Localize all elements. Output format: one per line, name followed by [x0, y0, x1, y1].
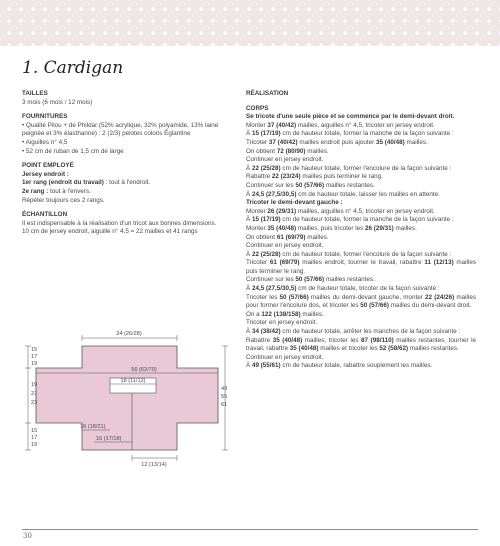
text: Tricoter: [246, 259, 270, 267]
label-top-width: 24 (26/28): [116, 331, 142, 337]
paragraph: [246, 191, 476, 200]
bold-text: 22 (25/28): [251, 250, 281, 258]
paragraph: [246, 216, 476, 225]
paragraph: [246, 285, 476, 294]
footer-rule: [22, 529, 478, 530]
text: mailles restantes.: [324, 181, 375, 189]
bold-text: 1er rang (endroit du travail): [22, 179, 104, 187]
text: Tricoter: [246, 138, 269, 146]
text: Monter: [246, 121, 268, 129]
paragraph: Tricoter en jersey endroit.: [246, 319, 318, 327]
paragraph: Continuer en jersey endroit.: [246, 242, 324, 250]
bold-text: 50 (57/66): [295, 276, 325, 284]
label-bottom: 12 (13/14): [141, 462, 167, 468]
label-left-bot-1: 15: [31, 428, 38, 434]
paragraph: [246, 130, 476, 139]
bold-text: 50 (57/66): [360, 302, 389, 310]
text: À: [246, 164, 252, 172]
text: cm de hauteur totale, former l'encolure de la façon suivante :: [280, 164, 452, 172]
label-left-top-1: 15: [31, 347, 38, 353]
paragraph: [246, 234, 476, 243]
text: tout à l'envers.: [48, 187, 91, 195]
bold-text: 11 (12/13): [424, 259, 454, 267]
paragraph: [246, 251, 476, 260]
garment-shape: [36, 346, 218, 450]
section-heading: TAILLES: [22, 90, 48, 97]
bold-text: 34 (38/42): [251, 328, 281, 336]
text: À: [246, 130, 252, 138]
text: Monter: [246, 207, 268, 215]
bold-text: 22 (23/24): [271, 173, 301, 181]
text: cm de hauteur totale, laisser les mailles en attente.: [296, 190, 440, 198]
bold-text: 50 (57/66): [279, 293, 309, 301]
bold-text: Se tricote d'une seule pièce et se commence par le demi-devant droit.: [246, 113, 455, 121]
paragraph: Répéter toujours ces 2 rangs.: [22, 196, 105, 204]
paragraph: 3 mois (6 mois / 12 mois): [22, 98, 93, 106]
text: Rabattre: [246, 336, 273, 344]
paragraph: Continuer en jersey endroit.: [246, 156, 324, 164]
section-heading: CORPS: [246, 104, 269, 112]
paragraph: [246, 148, 476, 157]
text: cm de hauteur totale, arrêter les manches de la façon suivante :: [280, 328, 461, 336]
paragraph: [246, 139, 476, 148]
text: À: [246, 216, 252, 224]
right-column: [246, 90, 476, 371]
text: À: [246, 285, 252, 293]
bold-text: 35 (40/48): [375, 138, 405, 146]
left-column: [22, 90, 237, 237]
bold-text: 2e rang :: [22, 187, 49, 195]
paragraph: • Qualité Pilou + de Phildar (52% acrylique, 32% polyamide, 13% laine peignée et 3% élasthanne) : 2 (2/3) pelotes coloris Églantine: [22, 121, 219, 138]
text: Monter: [246, 224, 268, 232]
text: : tout à l'endroit.: [103, 179, 151, 187]
bold-text: 24,5 (27,5/30,5): [251, 190, 297, 198]
text: mailles du demi-devant droit.: [388, 302, 472, 310]
paragraph: [22, 171, 237, 180]
paragraph: [246, 294, 476, 311]
text: À: [246, 190, 252, 198]
label-right-2: 55: [221, 394, 228, 400]
label-total-width: 56 (62/70): [131, 367, 157, 373]
paragraph: • Aiguilles n° 4,5: [22, 138, 68, 146]
paragraph: • 52 cm de ruban de 1,5 cm de large: [22, 147, 124, 155]
label-left-top-3: 19: [31, 361, 38, 367]
text: mailles puis terminer le rang.: [246, 259, 476, 275]
bold-text: 87 (98/110): [361, 336, 394, 344]
text: cm de hauteur totale, former la manche de la façon suivante :: [280, 216, 454, 224]
text: On obtient: [246, 147, 277, 155]
bold-text: 72 (80/90): [276, 147, 306, 155]
text: Tricoter les: [246, 293, 280, 301]
paragraph: Continuer en jersey endroit.: [246, 353, 324, 361]
bold-text: 37 (40/42): [268, 138, 298, 146]
text: mailles.: [404, 138, 428, 146]
text: mailles, aiguilles n° 4,5, tricoter en jersey endroit.: [296, 121, 435, 129]
label-left-bot-3: 19: [31, 442, 38, 448]
label-right-3: 61: [221, 402, 228, 408]
bold-text: 24,5 (27,5/30,5): [251, 285, 297, 293]
bold-text: 15 (17/19): [251, 216, 281, 224]
label-front-mid: 16 (17/18): [96, 436, 122, 442]
label-left-top-2: 17: [31, 354, 38, 360]
text: cm de hauteur totale, tricoter de la façon suivante :: [296, 285, 440, 293]
label-left-mid-1: 19: [31, 382, 38, 388]
label-left-bot-2: 17: [31, 435, 38, 441]
page-title: 1. Cardigan: [22, 58, 124, 78]
paragraph: [246, 311, 476, 320]
bold-text: 26 (29/31): [267, 207, 297, 215]
section-heading: POINT EMPLOYÉ: [22, 162, 74, 170]
text: mailles endroit puis ajouter: [297, 138, 376, 146]
text: mailles, tricoter les: [302, 336, 362, 344]
bold-text: 26 (29/31): [365, 224, 394, 232]
bold-text: 15 (17/19): [251, 130, 281, 138]
text: À: [246, 362, 252, 370]
text: cm de hauteur totale, rabattre souplement les mailles.: [280, 362, 433, 370]
bold-text: 122 (138/158): [261, 310, 301, 318]
bold-text: 50 (57/66): [295, 181, 325, 189]
section-heading: FOURNITURES: [22, 113, 68, 121]
text: mailles.: [305, 233, 329, 241]
paragraph: [246, 173, 476, 182]
paragraph: [246, 199, 476, 208]
text: mailles.: [393, 224, 417, 232]
paragraph: [246, 362, 476, 371]
paragraph: [246, 259, 476, 276]
bold-text: 35 (40/48): [289, 345, 319, 353]
bold-text: 22 (24/26): [425, 293, 455, 301]
text: mailles du demi-devant gauche, monter: [308, 293, 426, 301]
text: mailles.: [300, 310, 324, 318]
text: mailles restantes, tourner le travail, rabattre: [246, 336, 476, 353]
section-heading: RÉALISATION: [246, 90, 289, 97]
paragraph: [246, 182, 476, 191]
bold-text: 35 (40/48): [272, 336, 303, 344]
paragraph: [246, 328, 476, 337]
text: mailles, aiguilles n° 4,5, tricoter en jersey endroit.: [296, 207, 435, 215]
paragraph: [22, 179, 237, 188]
paragraph: [246, 225, 476, 234]
text: On a: [246, 310, 262, 318]
text: mailles restantes.: [408, 345, 459, 353]
text: mailles et tricoter les: [318, 345, 380, 353]
paragraph: 10 cm de jersey endroit, aiguille n° 4,5 = 22 mailles et 41 rangs: [22, 228, 198, 236]
text: Rabattre: [246, 173, 272, 181]
text: mailles endroit, tourner le travail, rabattre: [299, 259, 425, 267]
text: mailles, puis tricoter les: [296, 224, 366, 232]
bold-text: 35 (40/48): [267, 224, 297, 232]
paragraph: Il est indispensable à la réalisation d'un tricot aux bonnes dimensions.: [22, 219, 217, 227]
text: mailles.: [305, 147, 329, 155]
paragraph: [22, 188, 237, 197]
bold-text: 49 (55/61): [251, 362, 281, 370]
label-left-mid-2: 21: [31, 391, 38, 397]
bold-text: 52 (58/62): [379, 345, 409, 353]
bold-text: Tricoter le demi-devant gauche :: [246, 199, 343, 207]
bold-text: Jersey endroit :: [22, 170, 69, 178]
section-heading: ÉCHANTILLON: [22, 211, 68, 219]
label-left-mid-3: 23: [31, 400, 38, 406]
text: On obtient: [246, 233, 277, 241]
bold-text: 61 (69/79): [269, 259, 300, 267]
pattern-diagram: [22, 318, 237, 476]
label-neck-width: 18 (11/12): [120, 378, 146, 384]
text: À: [246, 250, 252, 258]
decorative-banner: [0, 0, 500, 46]
label-right-1: 49: [221, 386, 228, 392]
bold-text: 37 (40/42): [267, 121, 297, 129]
bold-text: 61 (69/79): [276, 233, 306, 241]
paragraph: [246, 276, 476, 285]
paragraph: [246, 337, 476, 354]
paragraph: [246, 165, 476, 174]
text: Continuer sur les: [246, 181, 296, 189]
text: mailles puis terminer le rang.: [300, 173, 383, 181]
text: cm de hauteur totale, former la manche de la façon suivante :: [280, 130, 454, 138]
paragraph: [246, 113, 476, 122]
text: cm de hauteur totale, former l'encolure de la façon suivante :: [280, 250, 452, 258]
text: Continuer sur les: [246, 276, 296, 284]
text: À: [246, 328, 252, 336]
label-front-left: 16 (18/21): [80, 424, 106, 430]
text: mailles restantes.: [324, 276, 375, 284]
text: mailles pour former l'encolure dos, et tricoter les: [246, 293, 476, 310]
page-number: 30: [23, 532, 32, 540]
bold-text: 22 (25/28): [251, 164, 281, 172]
